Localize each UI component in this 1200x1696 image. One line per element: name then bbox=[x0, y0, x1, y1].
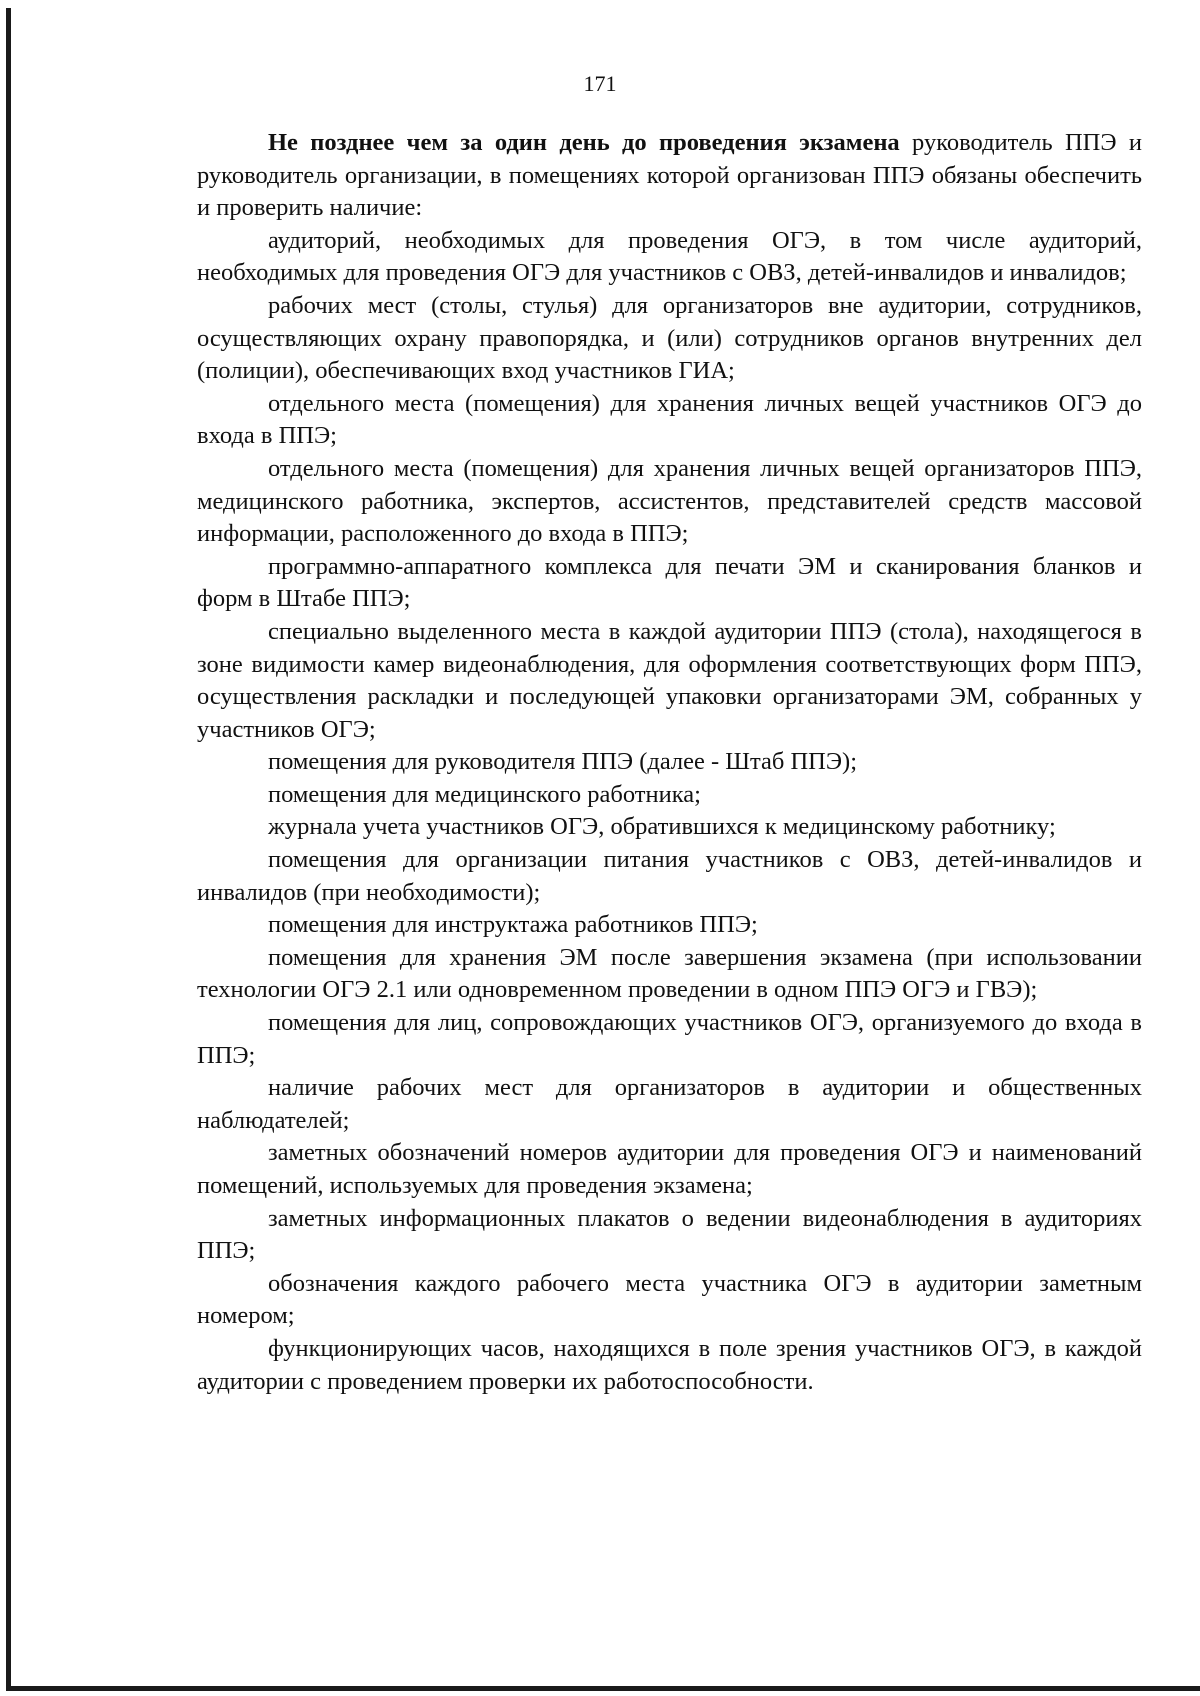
list-item: функционирующих часов, находящихся в поле зрения участников ОГЭ, в каждой аудитории с проведением проверки их работоспособности. bbox=[197, 1334, 1142, 1395]
list-item: помещения для хранения ЭМ после завершения экзамена (при использовании технологии ОГЭ 2.1 или одновременном проведении в одном ППЭ ОГЭ и ГВЭ); bbox=[197, 943, 1142, 1004]
document-body bbox=[197, 127, 1142, 1398]
intro-bold-lead: Не позднее чем за один день до проведения экзамена bbox=[268, 129, 900, 156]
list-item: аудиторий, необходимых для проведения ОГЭ, в том числе аудиторий, необходимых для проведения ОГЭ для участников с ОВЗ, детей-инвалидов и инвалидов; bbox=[197, 226, 1142, 287]
list-item: наличие рабочих мест для организаторов в аудитории и общественных наблюдателей; bbox=[197, 1074, 1142, 1134]
list-item: обозначения каждого рабочего места участника ОГЭ в аудитории заметным номером; bbox=[197, 1269, 1142, 1330]
list-item: помещения для руководителя ППЭ (далее - Штаб ППЭ); bbox=[268, 748, 858, 776]
list-item: отдельного места (помещения) для хранения личных вещей организаторов ППЭ, медицинского работника, экспертов, ассистентов, представителей средств массовой информации, расположенного до входа в ППЭ; bbox=[197, 454, 1142, 548]
list-item: заметных информационных плакатов о ведении видеонаблюдения в аудиториях ППЭ; bbox=[197, 1204, 1142, 1265]
scan-border-bottom bbox=[6, 1686, 1200, 1691]
page-number: 171 bbox=[583, 71, 617, 96]
intro-paragraph bbox=[197, 127, 1142, 225]
list-item: программно-аппаратного комплекса для печати ЭМ и сканирования бланков и форм в Штабе ППЭ; bbox=[197, 552, 1142, 613]
list-item: помещения для организации питания участников с ОВЗ, детей-инвалидов и инвалидов (при необходимости); bbox=[197, 846, 1142, 906]
list-item: журнала учета участников ОГЭ, обратившихся к медицинскому работнику; bbox=[268, 813, 1056, 841]
list-item: отдельного места (помещения) для хранения личных вещей участников ОГЭ до входа в ППЭ; bbox=[197, 389, 1142, 450]
list-item: помещения для лиц, сопровождающих участников ОГЭ, организуемого до входа в ППЭ; bbox=[197, 1009, 1142, 1069]
list-item: помещения для инструктажа работников ППЭ; bbox=[268, 911, 758, 939]
list-item: специально выделенного места в каждой аудитории ППЭ (стола), находящегося в зоне видимости камер видеонаблюдения, для оформления соответствующих форм ППЭ, осуществления раскладки и последующей упаковки организаторами ЭМ, собранных у участников ОГЭ; bbox=[197, 617, 1142, 743]
list-item: рабочих мест (столы, стулья) для организаторов вне аудитории, сотрудников, осуществляющих охрану правопорядка, и (или) сотрудников органов внутренних дел (полиции), обеспечивающих вход участников ГИА; bbox=[197, 291, 1142, 385]
intro-text: руководитель ППЭ и руководитель организации, в помещениях которой организован ППЭ обязаны обеспечить и проверить наличие: bbox=[197, 129, 1142, 222]
list-item: помещения для медицинского работника; bbox=[268, 780, 701, 808]
list-item: заметных обозначений номеров аудитории для проведения ОГЭ и наименований помещений, используемых для проведения экзамена; bbox=[197, 1139, 1142, 1199]
scan-border-left bbox=[6, 8, 11, 1691]
